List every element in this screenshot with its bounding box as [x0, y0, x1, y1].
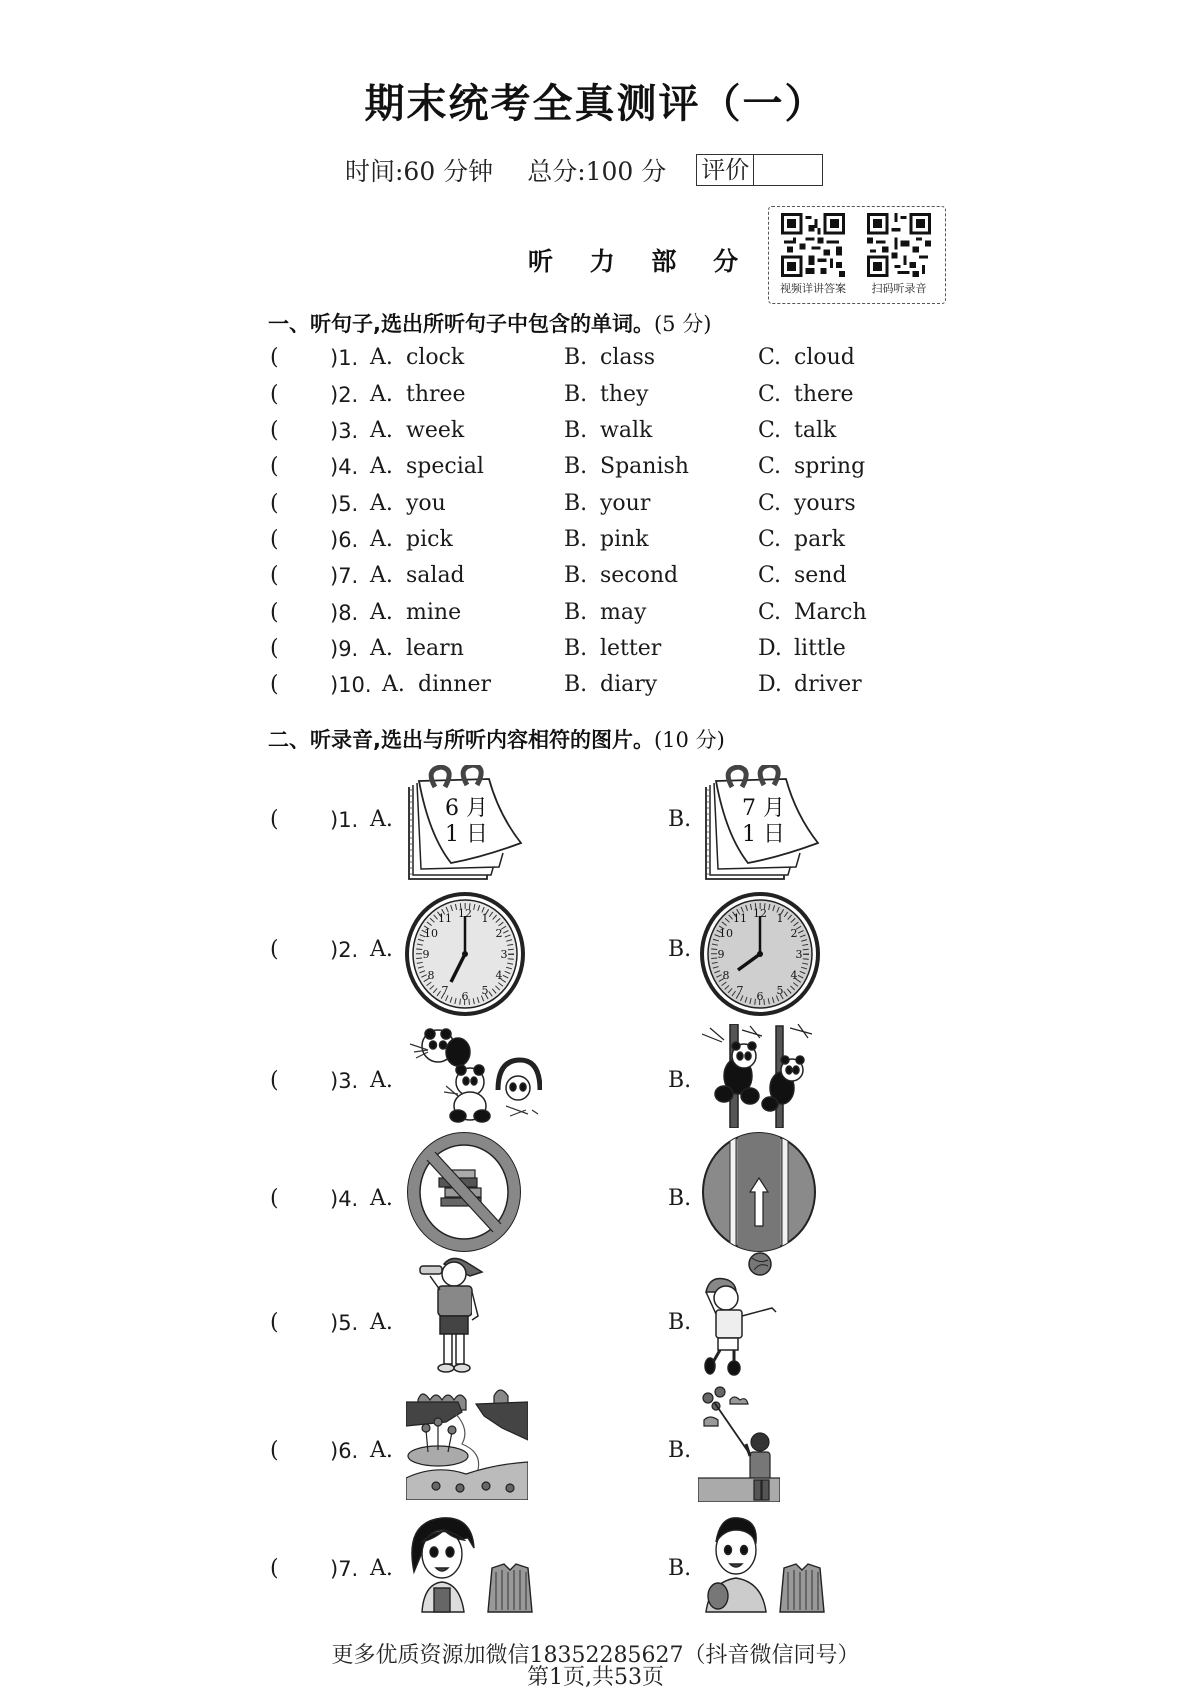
option-b: B. class [564, 345, 656, 370]
svg-text:3: 3 [795, 948, 803, 961]
option-b-label: B. [668, 1068, 692, 1093]
question-number: )4. [330, 455, 359, 479]
option-c: D. driver [758, 672, 862, 697]
option-c: C. yours [758, 491, 856, 516]
question-number: )3. [330, 419, 359, 443]
option-c: C. there [758, 382, 854, 407]
question-number: )2. [330, 383, 359, 407]
svg-text:7: 7 [441, 984, 449, 997]
svg-text:12: 12 [753, 907, 767, 920]
question-number: )5. [330, 1311, 359, 1335]
qr-code-icon [781, 213, 845, 277]
section-1-title: 一、听句子,选出所听句子中包含的单词。 [268, 312, 654, 336]
option-c: D. little [758, 636, 846, 661]
question-number: )6. [330, 528, 359, 552]
question-row [270, 595, 890, 631]
section-2-title: 二、听录音,选出与所听内容相符的图片。 [268, 728, 654, 752]
section-2-heading [268, 724, 725, 754]
svg-text:1: 1 [481, 912, 489, 925]
pandas-climbing-trees-icon [702, 1024, 814, 1128]
option-a: A. you [370, 491, 446, 516]
svg-text:7 月: 7 月 [742, 796, 785, 821]
picture-question-row [270, 1380, 870, 1505]
svg-text:5: 5 [776, 984, 784, 997]
option-b-label: B. [668, 1186, 692, 1211]
question-number: )9. [330, 637, 359, 661]
answer-paren[interactable]: ( [270, 345, 279, 370]
option-a-label: A. [370, 1438, 393, 1463]
answer-paren[interactable]: ( [270, 807, 279, 832]
svg-text:11: 11 [438, 912, 452, 925]
question-number: )1. [330, 808, 359, 832]
option-b-label: B. [668, 1556, 692, 1581]
no-books-sign-icon [405, 1130, 523, 1254]
option-a: A. salad [370, 563, 465, 588]
option-a: A. dinner [382, 672, 491, 697]
question-row [270, 486, 890, 522]
option-a-label: A. [370, 1186, 393, 1211]
question-row [270, 377, 890, 413]
svg-text:2: 2 [790, 927, 798, 940]
svg-text:10: 10 [719, 927, 733, 940]
question-number: )3. [330, 1069, 359, 1093]
answer-paren[interactable]: ( [270, 1556, 279, 1581]
picture-question-row [270, 1128, 870, 1253]
svg-text:8: 8 [427, 969, 435, 982]
option-a: A. week [370, 418, 465, 443]
option-b: B. second [564, 563, 679, 588]
part-title: 听 力 部 分 [528, 247, 753, 276]
promo-footer: 更多优质资源加微信18352285627（抖音微信同号） [331, 1643, 860, 1668]
svg-text:10: 10 [424, 927, 438, 940]
option-b-label: B. [668, 807, 692, 832]
option-b-label: B. [668, 1438, 692, 1463]
svg-text:9: 9 [422, 948, 430, 961]
clock-icon [700, 892, 820, 1016]
picture-question-row [270, 765, 870, 880]
question-row [270, 631, 890, 667]
page-title: 期末统考全真测评（一） [364, 81, 827, 127]
answer-paren[interactable]: ( [270, 454, 279, 479]
svg-text:1: 1 [776, 912, 784, 925]
option-b: B. walk [564, 418, 653, 443]
question-number: )1. [330, 346, 359, 370]
park-lake-scene-icon [406, 1382, 528, 1500]
question-number: )10. [330, 673, 372, 697]
boy-drinking-icon [418, 1254, 488, 1378]
time-limit: 时间:60 分钟 [345, 157, 494, 186]
answer-paren[interactable]: ( [270, 1310, 279, 1335]
evaluation-box [696, 154, 823, 186]
qr-code-panel [768, 206, 946, 304]
answer-paren[interactable]: ( [270, 418, 279, 443]
answer-paren[interactable]: ( [270, 527, 279, 552]
answer-paren[interactable]: ( [270, 1068, 279, 1093]
svg-text:4: 4 [495, 969, 503, 982]
question-row [270, 558, 890, 594]
option-a-label: A. [370, 1068, 393, 1093]
option-b-label: B. [668, 937, 692, 962]
svg-text:6: 6 [756, 990, 764, 1003]
section-2-points: (10 分) [653, 728, 725, 752]
evaluation-blank [754, 155, 822, 185]
svg-text:3: 3 [500, 948, 508, 961]
picture-question-row [270, 890, 870, 1015]
svg-text:12: 12 [458, 907, 472, 920]
picture-question-row [270, 1508, 870, 1618]
qr-label-video: 视频详讲答案 [780, 282, 846, 295]
question-row [270, 667, 890, 703]
picture-question-row [270, 1020, 870, 1130]
option-c: C. send [758, 563, 847, 588]
svg-text:6: 6 [461, 990, 469, 1003]
option-a-label: A. [370, 1556, 393, 1581]
question-number: )6. [330, 1439, 359, 1463]
answer-paren[interactable]: ( [270, 1186, 279, 1211]
option-b: B. pink [564, 527, 649, 552]
svg-text:4: 4 [790, 969, 798, 982]
total-score: 总分:100 分 [527, 157, 667, 186]
answer-paren[interactable]: ( [270, 1438, 279, 1463]
calendar-icon [700, 765, 820, 883]
option-a: A. clock [370, 345, 465, 370]
answer-paren[interactable]: ( [270, 563, 279, 588]
svg-text:5: 5 [481, 984, 489, 997]
option-b: B. may [564, 600, 647, 625]
question-row [270, 340, 890, 376]
answer-paren[interactable]: ( [270, 491, 279, 516]
option-b-label: B. [668, 1310, 692, 1335]
page-number: 第1页,共53页 [527, 1665, 664, 1690]
option-a: A. mine [370, 600, 462, 625]
option-b: B. letter [564, 636, 662, 661]
svg-text:1 日: 1 日 [742, 822, 785, 847]
qr-label-audio: 扫码听录音 [871, 282, 927, 295]
evaluation-label: 评价 [697, 155, 754, 185]
answer-paren[interactable]: ( [270, 600, 279, 625]
question-number: )7. [330, 1557, 359, 1581]
option-a-label: A. [370, 807, 393, 832]
answer-paren[interactable]: ( [270, 636, 279, 661]
svg-text:8: 8 [722, 969, 730, 982]
option-a: A. three [370, 382, 466, 407]
girl-with-sweater-icon [408, 1512, 538, 1614]
answer-paren[interactable]: ( [270, 382, 279, 407]
option-b: B. they [564, 382, 649, 407]
option-a: A. learn [370, 636, 464, 661]
boy-picking-fruit-icon [698, 1380, 780, 1502]
option-a-label: A. [370, 1310, 393, 1335]
question-row [270, 449, 890, 485]
svg-text:11: 11 [733, 912, 747, 925]
option-b: B. Spanish [564, 454, 689, 479]
clock-icon [405, 892, 525, 1016]
option-c: C. park [758, 527, 846, 552]
pandas-eating-bamboo-icon [406, 1026, 542, 1126]
section-1-heading [268, 308, 711, 338]
boy-playing-volleyball-icon [698, 1252, 788, 1376]
qr-code-icon [867, 213, 931, 277]
svg-text:6 月: 6 月 [445, 796, 488, 821]
question-row [270, 413, 890, 449]
answer-paren[interactable]: ( [270, 672, 279, 697]
question-number: )8. [330, 601, 359, 625]
option-c: C. March [758, 600, 867, 625]
boy-with-sweater-icon [700, 1512, 830, 1614]
calendar-icon [403, 765, 523, 883]
question-number: )4. [330, 1187, 359, 1211]
option-b: B. your [564, 491, 651, 516]
svg-text:2: 2 [495, 927, 503, 940]
svg-text:9: 9 [717, 948, 725, 961]
exam-meta [345, 152, 823, 188]
option-a: A. pick [370, 527, 453, 552]
option-c: C. spring [758, 454, 866, 479]
answer-paren[interactable]: ( [270, 937, 279, 962]
option-a: A. special [370, 454, 484, 479]
section-1-points: (5 分) [653, 312, 712, 336]
option-c: C. talk [758, 418, 837, 443]
svg-text:1 日: 1 日 [445, 822, 488, 847]
picture-question-row [270, 1252, 870, 1382]
question-number: )7. [330, 564, 359, 588]
option-b: B. diary [564, 672, 658, 697]
question-number: )2. [330, 938, 359, 962]
option-a-label: A. [370, 937, 393, 962]
option-c: C. cloud [758, 345, 855, 370]
question-row [270, 522, 890, 558]
question-number: )5. [330, 492, 359, 516]
svg-text:7: 7 [736, 984, 744, 997]
go-straight-sign-icon [700, 1130, 818, 1254]
